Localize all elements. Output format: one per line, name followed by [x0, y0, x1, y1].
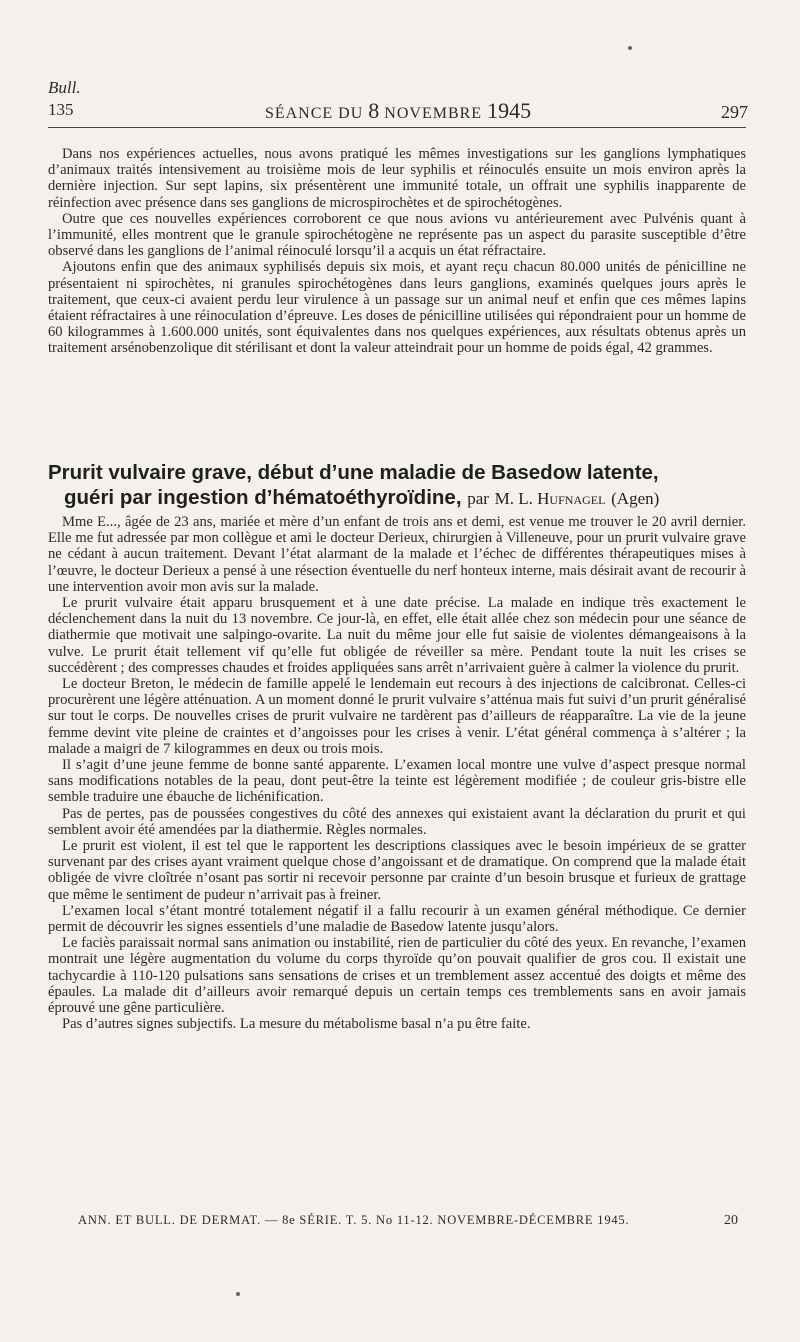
article-title-line-2: guéri par ingestion d’hématoéthyroïdine,	[64, 486, 462, 509]
footer-citation: ANN. ET BULL. DE DERMAT. — 8e SÉRIE. T. 5. No 11-12. NOVEMBRE-DÉCEMBRE 1945.	[78, 1213, 630, 1227]
volume-number: 135	[48, 100, 74, 119]
author-city: (Agen)	[611, 489, 660, 508]
paragraph: Ajoutons enfin que des animaux syphilisés depuis six mois, et ayant reçu chacun 80.000 unités de pénicilline ne présentaient ni spirochètes, ni granules spirochétogènes dans leurs ganglions, examinés quelques jours après le traitement, que ceux-ci avaient perdu leur virulence à un passage sur un animal neuf et enfin que ces mêmes lapins étaient réfractaires à une réinoculation d’épreuve. Les doses de pénicilline utilisées qui répondraient pour un homme de 60 kilogrammes à 1.600.000 unités, sont équivalentes dans nos quelques expériences, aux résultats obtenus après un traitement arsénobenzolique dit stérilisant et dont la valeur atteindrait pour un homme de poids égal, 42 grammes.	[48, 259, 746, 357]
signature-mark: 20	[724, 1213, 738, 1228]
paragraph: Dans nos expériences actuelles, nous avons pratiqué les mêmes investigations sur les ganglions lymphatiques d’animaux traités intensivement au troisième mois de leur syphilis et réinoculés ensuite un mois environ après la dernière injection. Sur sept lapins, six présentèrent une immunité totale, un offrait une syphilis inapparente de réinfection avec présence dans ses ganglions de microspirochètes et de spirochétogènes.	[48, 146, 746, 211]
ink-speck	[628, 46, 632, 50]
paragraph: Le docteur Breton, le médecin de famille appelé le lendemain eut recours à des injections de calcibronat. Celles-ci procurèrent une légère atténuation. A un moment donné le prurit vulvaire s’atténua mais fut suivi d’un prurit généralisé sur tout le corps. De nouvelles crises de prurit vulvaire ne tardèrent pas d’ailleurs de réapparaître. La vie de la jeune femme devint vite pleine de craintes et d’angoisses pour les crises à venir. L’état général commença à s’altérer ; la malade a maigri de 7 kilogrammes en deux ou trois mois.	[48, 676, 746, 757]
byline-par: par	[467, 489, 489, 508]
article-body	[48, 514, 746, 1033]
paragraph: Le faciès paraissait normal sans animation ou instabilité, rien de particulier du côté des yeux. En revanche, l’examen montrait une légère augmentation du volume du corps thyroïde qu’on pouvait qualifier de gros cou. Il existait une tachycardie à 110-120 pulsations sans sensations de crises et un tremblement assez accentué des doigts et même des épaules. La malade dit d’ailleurs avoir remarqué depuis un certain temps ces tremblements sans en avoir jamais éprouvé une gêne particulière.	[48, 935, 746, 1017]
article-title	[48, 460, 753, 511]
running-title-month: NOVEMBRE	[384, 105, 483, 122]
footer	[78, 1213, 738, 1228]
ink-speck	[236, 1292, 240, 1296]
page-number: 297	[721, 102, 748, 122]
running-title-year: 1945	[487, 98, 532, 123]
running-title-day: 8	[368, 98, 380, 123]
article-author: M. L. Hufnagel	[494, 489, 606, 508]
article-title-line-1: Prurit vulvaire grave, début d’une maladie de Basedow latente,	[48, 461, 659, 484]
paragraph: Le prurit vulvaire était apparu brusquement et à une date précise. La malade en indique très exactement le déclenchement dans la nuit du 13 novembre. Ce jour-là, en effet, elle était allée chez son médecin pour une séance de diathermie que motivait une salpingo-ovarite. La nuit du même jour elle fut saisie de violentes démangeaisons à la vulve. Le prurit était tellement vif qu’elle fut obligée de réveiller sa mère. Pendant toute la nuit les crises se succédèrent ; des compresses chaudes et froides appliquées sans arrêt n’arrivaient guère à calmer la violence du prurit.	[48, 595, 746, 676]
running-title	[48, 98, 748, 124]
previous-article-conclusion	[48, 146, 746, 357]
paragraph: Le prurit est violent, il est tel que le rapportent les descriptions classiques avec le besoin impérieux de se gratter survenant par des crises ayant vraiment quelque chose d’angoissant et de dramatique. On comprend que la malade était obligée de vivre cloîtrée n’osant pas sortir ni recevoir personne par crainte d’un besoin brusque et furieux de grattage que même le sentiment de pudeur n’arrivait pas à freiner.	[48, 838, 746, 903]
paragraph: Outre que ces nouvelles expériences corroborent ce que nous avions vu antérieurement avec Pulvénis quant à l’immunité, elles montrent que le granule spirochétogène ne représente pas un aspect du parasite susceptible d’être observé dans les ganglions de l’animal réinoculé lorsqu’il a acquis un état réfractaire.	[48, 210, 746, 260]
paragraph: Pas d’autres signes subjectifs. La mesure du métabolisme basal n’a pu être faite.	[62, 1016, 531, 1033]
paragraph: Mme E..., âgée de 23 ans, mariée et mère d’un enfant de trois ans et demi, est venue me trouver le 20 avril dernier. Elle me fut adressée par mon collègue et ami le docteur Derieux, chirurgien à Villeneuve, pour un prurit vulvaire grave ne cédant à aucun traitement. Devant l’état alarmant de la malade et l’échec de différentes thérapeutiques mises à l’œuvre, le docteur Derieux a pensé à une résection éventuelle du nerf honteux interne, mais désirait avant de recourir à une intervention avoir mon avis sur la malade.	[48, 514, 746, 595]
header-rule	[48, 127, 746, 128]
paragraph: Pas de pertes, pas de poussées congestives du côté des annexes qui existaient avant la déclaration du prurit et qui semblent avoir été amendées par la diathermie. Règles normales.	[48, 805, 746, 838]
paragraph: Il s’agit d’une jeune femme de bonne santé apparente. L’examen local montre une vulve d’aspect presque normal sans modifications notables de la peau, dont peut-être la teinte est légèrement modifiée ; de couleur gris-bistre elle semble traduire une ébauche de lichénification.	[48, 757, 746, 806]
running-header	[48, 96, 748, 124]
paragraph: L’examen local s’étant montré totalement négatif il a fallu recourir à un examen général méthodique. Ce dernier permit de découvrir les signes essentiels d’une maladie de Basedow latente jusqu’alors.	[48, 902, 746, 936]
journal-abbreviation: Bull.	[48, 78, 81, 97]
running-title-prefix: SÉANCE DU	[264, 105, 364, 122]
